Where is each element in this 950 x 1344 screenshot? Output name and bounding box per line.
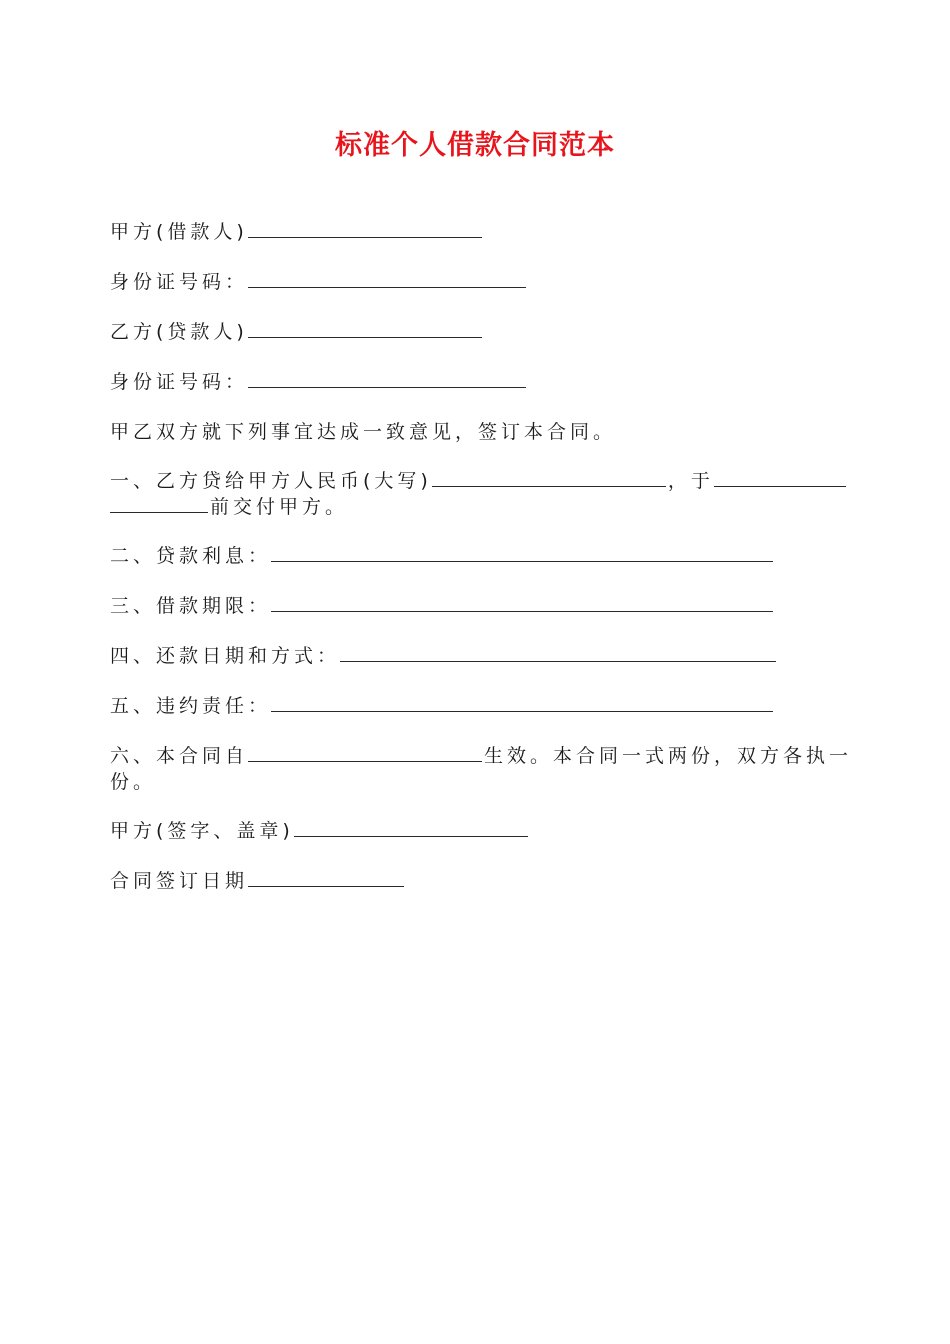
sign-date-blank[interactable] xyxy=(248,868,404,887)
clause-3-blank[interactable] xyxy=(271,593,773,612)
party-a-line xyxy=(110,219,484,245)
sign-date-label: 合同签订日期 xyxy=(110,870,249,892)
clause-2-text: 二、贷款利息： xyxy=(110,545,272,567)
clause-3-line xyxy=(110,593,775,619)
document-title: 标准个人借款合同范本 xyxy=(335,130,615,161)
party-b-id-line xyxy=(110,369,528,395)
clause-6-blank[interactable] xyxy=(248,743,482,762)
sign-a-line xyxy=(110,818,530,844)
sign-a-label: 甲方(签字、盖章) xyxy=(110,820,294,842)
clause-1-date-blank-cont[interactable] xyxy=(110,494,208,513)
clause-1-continuation xyxy=(110,494,348,520)
party-b-id-blank[interactable] xyxy=(248,369,526,388)
clause-5-blank[interactable] xyxy=(271,693,773,712)
clause-1-amount-blank[interactable] xyxy=(432,468,666,487)
clause-6-continuation xyxy=(110,769,156,795)
party-b-blank[interactable] xyxy=(248,319,482,338)
clause-2-line xyxy=(110,543,775,569)
party-a-label: 甲方(借款人) xyxy=(110,221,248,243)
sign-date-line xyxy=(110,868,406,894)
party-a-blank[interactable] xyxy=(248,219,482,238)
clause-6-post-text: 生效。本合同一式两份，双方各执一 xyxy=(484,745,853,767)
clause-1-date-blank[interactable] xyxy=(714,468,846,487)
party-b-label: 乙方(贷款人) xyxy=(110,321,248,343)
clause-2-blank[interactable] xyxy=(271,543,773,562)
clause-4-blank[interactable] xyxy=(340,643,776,662)
clause-1-line xyxy=(110,468,848,494)
party-a-id-blank[interactable] xyxy=(248,269,526,288)
clause-6-cont-text: 份。 xyxy=(110,771,157,793)
clause-1-mid-text: ，于 xyxy=(667,470,714,492)
agreement-text: 甲乙双方就下列事宜达成一致意见，签订本合同。 xyxy=(110,421,617,443)
clause-5-line xyxy=(110,693,775,719)
party-a-id-label: 身份证号码： xyxy=(110,271,249,293)
clause-1-post-text: 前交付甲方。 xyxy=(210,496,349,518)
party-b-line xyxy=(110,319,484,345)
agreement-line xyxy=(110,419,616,445)
sign-a-blank[interactable] xyxy=(294,818,528,837)
clause-6-text: 六、本合同自 xyxy=(110,745,249,767)
clause-3-text: 三、借款期限： xyxy=(110,595,272,617)
clause-5-text: 五、违约责任： xyxy=(110,695,272,717)
clause-4-text: 四、还款日期和方式： xyxy=(110,645,341,667)
party-b-id-label: 身份证号码： xyxy=(110,371,249,393)
clause-4-line xyxy=(110,643,778,669)
party-a-id-line xyxy=(110,269,528,295)
clause-6-line xyxy=(110,743,852,769)
clause-1-text: 一、乙方贷给甲方人民币(大写) xyxy=(110,470,432,492)
